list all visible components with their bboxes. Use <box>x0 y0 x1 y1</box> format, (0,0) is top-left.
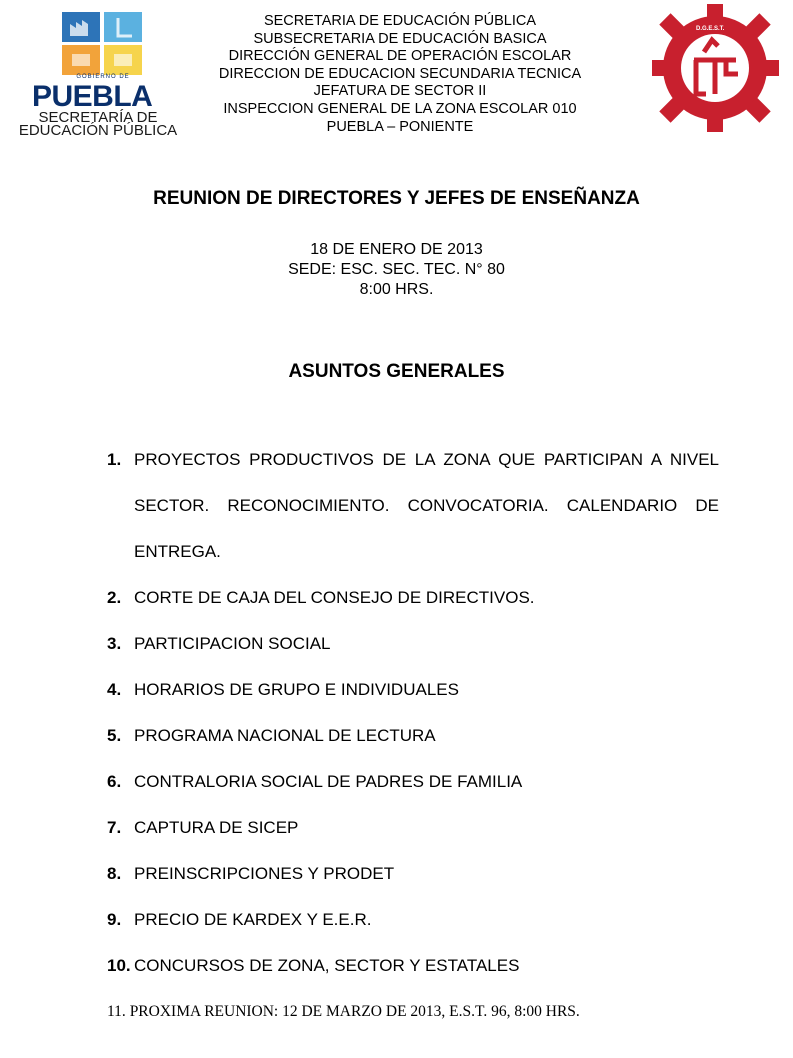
item-number: 4. <box>107 680 122 699</box>
meeting-time: 8:00 HRS. <box>359 281 434 298</box>
item-text: PREINSCRIPCIONES Y PRODET <box>134 864 395 883</box>
header-line: PUEBLA – PONIENTE <box>326 118 474 135</box>
list-item <box>107 989 719 1035</box>
meeting-date: 18 DE ENERO DE 2013 <box>310 241 483 258</box>
header-line: DIRECCIÓN GENERAL DE OPERACIÓN ESCOLAR <box>228 48 572 65</box>
meeting-details <box>0 240 793 300</box>
header-line: DIRECCION DE EDUCACION SECUNDARIA TECNICA <box>218 65 582 82</box>
item-text: CONCURSOS DE ZONA, SECTOR Y ESTATALES <box>134 956 520 975</box>
item-text: CORTE DE CAJA DEL CONSEJO DE DIRECTIVOS. <box>134 588 535 607</box>
header-line: JEFATURA DE SECTOR II <box>313 83 487 100</box>
document-title: REUNION DE DIRECTORES Y JEFES DE ENSEÑANZA <box>153 188 640 209</box>
item-number: 2. <box>107 588 122 607</box>
item-text: PROGRAMA NACIONAL DE LECTURA <box>134 726 436 745</box>
list-item <box>107 575 719 621</box>
item-number: 9. <box>107 910 122 929</box>
agenda-list <box>107 437 719 1035</box>
list-item <box>107 437 719 575</box>
header-line: INSPECCION GENERAL DE LA ZONA ESCOLAR 010 <box>223 100 577 117</box>
list-item <box>107 667 719 713</box>
item-number: 3. <box>107 634 122 653</box>
item-text: PRECIO DE KARDEX Y E.E.R. <box>134 910 372 929</box>
dgest-logo <box>652 2 779 132</box>
item-text: PROYECTOS PRODUCTIVOS DE LA ZONA QUE PARTICIPAN A NIVEL SECTOR. RECONOCIMIENTO. CONVOCATORIA. CALENDARIO DE ENTREGA. <box>134 450 719 561</box>
list-item <box>107 851 719 897</box>
logo-subtitle: SECRETARÍA DE EDUCACIÓN PÚBLICA <box>18 109 178 139</box>
list-item <box>107 805 719 851</box>
item-number: 1. <box>107 450 122 469</box>
item-number: 8. <box>107 864 122 883</box>
logo-squares <box>62 12 144 76</box>
institution-header <box>190 13 610 136</box>
item-text: CONTRALORIA SOCIAL DE PADRES DE FAMILIA <box>134 772 523 791</box>
dgest-logo-text: D.G.E.S.T. <box>696 26 725 32</box>
puebla-government-logo <box>18 12 178 139</box>
section-title: ASUNTOS GENERALES <box>288 361 505 382</box>
item-text: PARTICIPACION SOCIAL <box>134 634 331 653</box>
item-text: HORARIOS DE GRUPO E INDIVIDUALES <box>134 680 459 699</box>
item-number: 7. <box>107 818 122 837</box>
item-number: 5. <box>107 726 122 745</box>
header-line: SUBSECRETARIA DE EDUCACIÓN BASICA <box>253 30 547 47</box>
list-item <box>107 759 719 805</box>
header-line: SECRETARIA DE EDUCACIÓN PÚBLICA <box>263 13 537 29</box>
logo-brand-text: PUEBLA <box>32 80 153 113</box>
item-text: CAPTURA DE SICEP <box>134 818 299 837</box>
item-text: PROXIMA REUNION: 12 DE MARZO DE 2013, E.S.T. 96, 8:00 HRS. <box>129 1003 580 1020</box>
logo-small-text: GOBIERNO DE <box>76 74 130 80</box>
list-item <box>107 897 719 943</box>
item-number: 6. <box>107 772 122 791</box>
list-item <box>107 713 719 759</box>
list-item <box>107 621 719 667</box>
item-number: 11. <box>107 1003 126 1020</box>
item-number: 10. <box>107 956 131 975</box>
meeting-venue: SEDE: ESC. SEC. TEC. N° 80 <box>288 261 505 278</box>
list-item <box>107 943 719 989</box>
